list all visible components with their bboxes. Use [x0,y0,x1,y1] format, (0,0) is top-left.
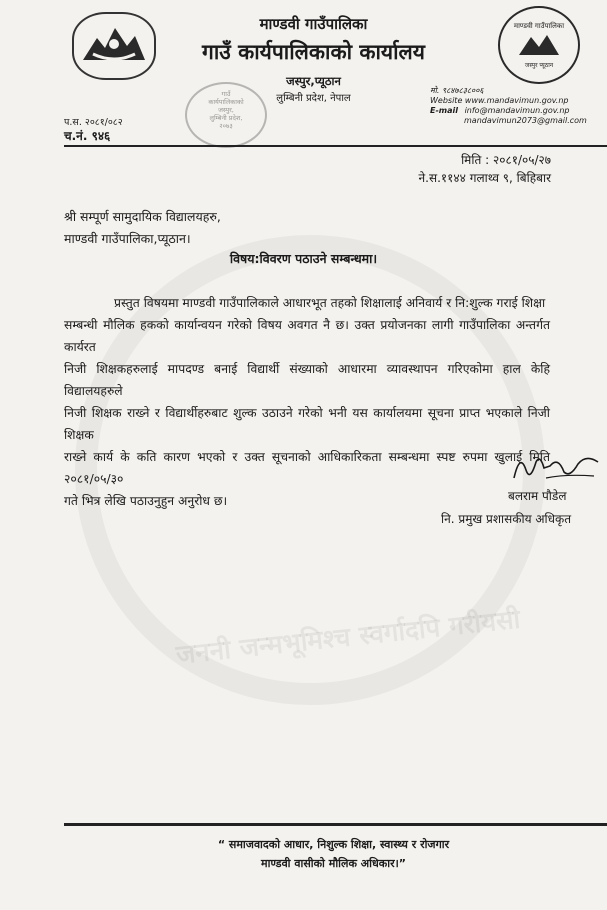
office-stamp [185,82,267,148]
contact-block [430,86,587,126]
email-label: E-mail [430,106,459,115]
recipient-line-2: माण्डवी गाउँपालिका,प्यूठान। [64,231,191,246]
email-primary: info@mandavimun.gov.np [464,106,570,115]
office-name: गाउँ कार्यपालिकाको कार्यालय [202,40,425,64]
phone: मो. ९८४७८३८००६ [430,86,484,95]
dispatch-number: च.नं. ९४६ [64,129,111,143]
email-secondary: mandavimun2073@gmail.com [464,116,587,125]
office-location: जस्पुर,प्यूठान [286,74,341,88]
signatory-title: नि. प्रमुख प्रशासकीय अधिकृत [441,512,572,526]
municipality-logo [498,6,580,84]
body-line: राख्ने कार्य के कति कारण भएको र उक्त सूचनाको आधिकारिकता सम्बन्धमा स्पष्ट रुपमा खुलाई मिति २०८१/०५/३० [64,450,550,486]
stamp-line: २०७३ [219,122,233,130]
signatory-name: बलराम पौडेल [508,489,567,503]
letter-body [64,292,550,512]
watermark-motto: जननी जन्मभूमिश्च स्वर्गादपि गरीयसी [174,604,522,671]
date-bs: मिति : २०८१/०५/२७ [461,153,551,167]
footer-slogan-line-1: “ समाजवादको आधार, निशुल्क शिक्षा, स्वास्थ्य र रोजगार [217,838,450,851]
body-line: प्रस्तुत विषयमा माण्डवी गाउँपालिकाले आधारभूत तहको शिक्षालाई अनिवार्य र नि:शुल्क गराई शिक्षा [114,296,546,310]
website: Website www.mandavimun.gov.np [430,96,569,105]
logo-text: माण्डवी गाउँपालिका [513,21,565,30]
footer-slogan-line-2: माण्डवी वासीको मौलिक अधिकार।” [261,857,406,870]
date-ns: ने.स.११४४ गलाथ्व ९, बिहिबार [418,171,551,185]
stamp-line: कार्यपालिकाको [208,98,244,106]
subject-line: विषय:विवरण पठाउने सम्बन्धमा। [229,251,378,266]
stamp-line: गाउँ [221,90,231,98]
handwritten-signature [506,448,604,490]
office-province: लुम्बिनी प्रदेश, नेपाल [276,93,351,104]
body-line: निजी शिक्षक राख्ने र विद्यार्थीहरुबाट शुल्क उठाउने गरेको भनी यस कार्यालयमा सूचना प्राप्त भएकाले निजी शिक्षक [64,406,550,442]
stamp-line: लुम्बिनी प्रदेश, [209,114,243,122]
body-line: सम्बन्धी मौलिक हकको कार्यान्वयन गरेको विषय अवगत नै छ। उक्त प्रयोजनका लागी गाउँपालिका अन्तर्गत कार्यरत [64,318,550,354]
footer-divider [64,823,607,826]
logo-subtext: जस्पुर प्यूठान [524,61,554,69]
stamp-line: जस्पुर, [218,106,234,114]
body-line: गते भित्र लेखि पठाउनुहुन अनुरोध छ। [64,494,228,508]
header-divider [64,145,607,147]
body-line: निजी शिक्षकहरुलाई मापदण्ड बनाई विद्यार्थी संख्याको आधारमा व्यावस्थापन गरिएकोमा हाल केहि विद्यालयहरुले [64,362,550,398]
mountain-icon [517,31,561,57]
fiscal-year: प.स. २०८१/०८२ [64,117,123,128]
recipient-line-1: श्री सम्पूर्ण सामुदायिक विद्यालयहरु, [64,209,221,224]
municipality-name: माण्डवी गाउँपालिका [259,15,368,33]
